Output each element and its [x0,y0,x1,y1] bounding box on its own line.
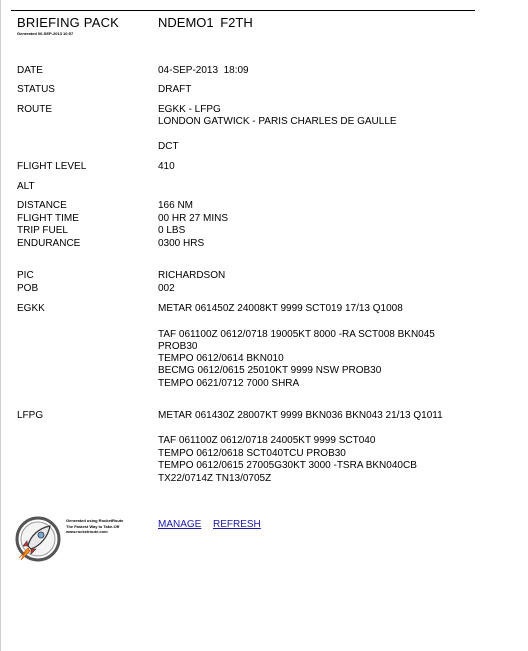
generated-timestamp: Generated 06-SEP-2013 10:57 [17,31,74,36]
logo-caption [66,518,123,535]
rocket-icon [15,516,61,562]
egkk-metar: METAR 061450Z 24008KT 9999 SCT019 17/13 Q1008 [158,303,403,314]
egkk-taf-line: TEMPO 0612/0614 BKN010 [158,353,284,364]
egkk-taf-line: TAF 061100Z 0612/0718 19005KT 8000 -RA SCT008 BKN045 [158,329,435,340]
pob-value: 002 [158,283,175,294]
flight-level-value: 410 [158,161,175,172]
page-left-border [0,0,1,651]
egkk-taf-line: BECMG 0612/0615 25010KT 9999 NSW PROB30 [158,365,382,376]
pic-label: PIC [17,270,34,281]
egkk-taf-line: PROB30 [158,341,198,352]
date-label: DATE [17,65,43,76]
route-via: DCT [158,141,179,152]
lfpg-taf-line: TAF 061100Z 0612/0718 24005KT 9999 SCT040 [158,435,376,446]
endurance-value: 0300 HRS [158,238,205,249]
flight-time-value: 00 HR 27 MINS [158,213,229,224]
logo-caption-line: www.rocketroute.com [66,529,108,534]
lfpg-metar: METAR 061430Z 28007KT 9999 BKN036 BKN043 21/13 Q1011 [158,410,443,421]
alt-label: ALT [17,181,35,192]
flight-identifier: NDEMO1 F2TH [158,15,253,30]
status-value: DRAFT [158,84,192,95]
flight-level-label: FLIGHT LEVEL [17,161,87,172]
page-title: BRIEFING PACK [17,15,120,30]
pob-label: POB [17,283,39,294]
endurance-label: ENDURANCE [17,238,81,249]
trip-fuel-label: TRIP FUEL [17,225,68,236]
route-codes: EGKK - LFPG [158,104,221,115]
logo-caption-line: The Fastest Way to Take-Off [66,523,120,529]
lfpg-label: LFPG [17,410,44,421]
refresh-link[interactable]: REFRESH [213,519,261,530]
header-rule [11,10,475,11]
lfpg-taf-line: TX22/0714Z TN13/0705Z [158,473,272,484]
manage-link[interactable]: MANAGE [158,519,202,530]
route-label: ROUTE [17,104,52,115]
logo-caption-line: Generated using RocketRoute [66,518,124,523]
egkk-label: EGKK [17,303,45,314]
distance-value: 166 NM [158,200,194,211]
egkk-taf-line: TEMPO 0621/0712 7000 SHRA [158,378,300,389]
pic-value: RICHARDSON [158,270,226,281]
lfpg-taf-line: TEMPO 0612/0615 27005G30KT 3000 -TSRA BKN040CB [158,460,417,471]
lfpg-taf-line: TEMPO 0612/0618 SCT040TCU PROB30 [158,448,346,459]
route-names: LONDON GATWICK - PARIS CHARLES DE GAULLE [158,116,397,127]
distance-label: DISTANCE [17,200,67,211]
date-value: 04-SEP-2013 18:09 [158,65,249,76]
flight-time-label: FLIGHT TIME [17,213,79,224]
status-label: STATUS [17,84,55,95]
trip-fuel-value: 0 LBS [158,225,186,236]
